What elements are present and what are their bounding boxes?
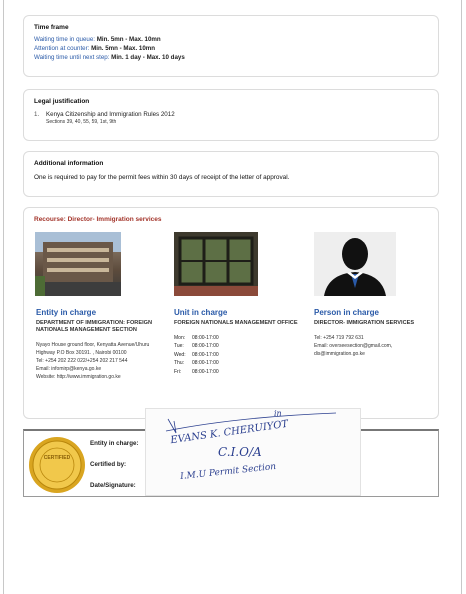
hours-day: Thu: <box>174 360 185 367</box>
hours-time: 08:00-17:00 <box>192 351 219 358</box>
person-column <box>314 308 438 358</box>
legal-item-text: Kenya Citizenship and Immigration Rules 2012 <box>46 111 175 118</box>
next-step-value: Min. 1 day - Max. 10 days <box>111 54 185 61</box>
person-tel: Tel: +254 719 792 631 <box>314 335 364 341</box>
date-signature-label: Date/Signature: <box>90 482 136 489</box>
person-heading: Person in charge <box>314 308 379 317</box>
hours-row <box>174 342 302 350</box>
entity-tel: Tel: +254 202 222 022/+254 202 217 544 <box>36 358 128 364</box>
hours-time: 08:00-17:00 <box>192 343 219 350</box>
additional-title: Additional information <box>34 160 104 167</box>
handwriting-line-3: I.M.U Permit Section <box>179 461 277 483</box>
unit-office-photo <box>174 232 258 296</box>
entity-name: DEPARTMENT OF IMMIGRATION: FOREIGN NATIONALS MANAGEMENT SECTION <box>36 320 153 333</box>
person-avatar-photo <box>314 232 396 296</box>
hours-row <box>174 368 302 376</box>
entity-in-charge-label: Entity in charge: <box>90 440 139 447</box>
entity-address: Nyayo House ground floor, Kenyatta Avenue/Uhuru Highway P.O Box 30191. , Nairobi 00100 <box>36 342 150 356</box>
counter-time-label: Attention at counter: <box>34 45 90 52</box>
legal-item <box>34 111 438 118</box>
entity-website: Website: http://www.immigration.go.ke <box>36 374 121 380</box>
hours-row <box>174 359 302 367</box>
hours-row <box>174 334 302 342</box>
entity-building-photo <box>35 232 121 296</box>
counter-time-value: Min. 5mn - Max. 10mn <box>91 45 156 52</box>
hours-day: Wed: <box>174 351 186 358</box>
next-step-row <box>34 53 438 62</box>
avatar-silhouette-icon <box>314 232 396 296</box>
handwriting-line-2: C.I.O/A <box>218 445 262 459</box>
next-step-label: Waiting time until next step: <box>34 54 110 61</box>
hours-row <box>174 351 302 359</box>
entity-email: Email: infomirp@kenya.go.ke <box>36 366 102 372</box>
legal-item-number: 1. <box>34 111 40 118</box>
time-frame-card <box>23 15 439 77</box>
certified-by-label: Certified by: <box>90 461 127 468</box>
queue-time-row <box>34 35 438 44</box>
additional-info-card <box>23 151 439 197</box>
recourse-card <box>23 207 439 419</box>
hours-day: Tue: <box>174 343 184 350</box>
legal-sections: Sections 39, 40, 55, 59, 1st, 9th <box>46 119 117 125</box>
queue-time-value: Min. 5mn - Max. 10mn <box>96 36 161 43</box>
certified-seal-icon <box>28 436 86 494</box>
person-name: DIRECTOR- IMMIGRATION SERVICES <box>314 320 415 326</box>
hours-time: 08:00-17:00 <box>192 360 219 367</box>
counter-time-row <box>34 44 438 53</box>
window-image <box>174 232 258 296</box>
entity-heading: Entity in charge <box>36 308 97 317</box>
seal-text: CERTIFIED <box>43 455 71 461</box>
unit-column <box>174 308 302 376</box>
hours-time: 08:00-17:00 <box>192 368 219 375</box>
person-email: Email: overseesection@gmail.com, dis@immigration.go.ke <box>314 343 393 357</box>
handwriting-line-1: EVANS K. CHERUIYOT <box>169 418 289 447</box>
handwritten-note <box>145 408 361 496</box>
queue-time-label: Waiting time in queue: <box>34 36 95 43</box>
legal-title: Legal justification <box>34 98 90 105</box>
recourse-title: Recourse: Director- Immigration services <box>34 216 162 223</box>
entity-column <box>36 308 161 381</box>
time-frame-title: Time frame <box>34 24 69 31</box>
legal-justification-card <box>23 89 439 141</box>
hours-day: Mon: <box>174 335 186 341</box>
hours-time: 08:00-17:00 <box>192 335 219 341</box>
unit-heading: Unit in charge <box>174 308 228 317</box>
opening-hours <box>174 334 302 376</box>
additional-text: One is required to pay for the permit fees within 30 days of receipt of the letter of approval. <box>34 174 290 181</box>
hours-day: Fri: <box>174 368 182 375</box>
handwriting-line-0: in <box>274 409 282 418</box>
building-image <box>35 232 121 296</box>
unit-name: FOREIGN NATIONALS MANAGEMENT OFFICE <box>174 320 298 326</box>
